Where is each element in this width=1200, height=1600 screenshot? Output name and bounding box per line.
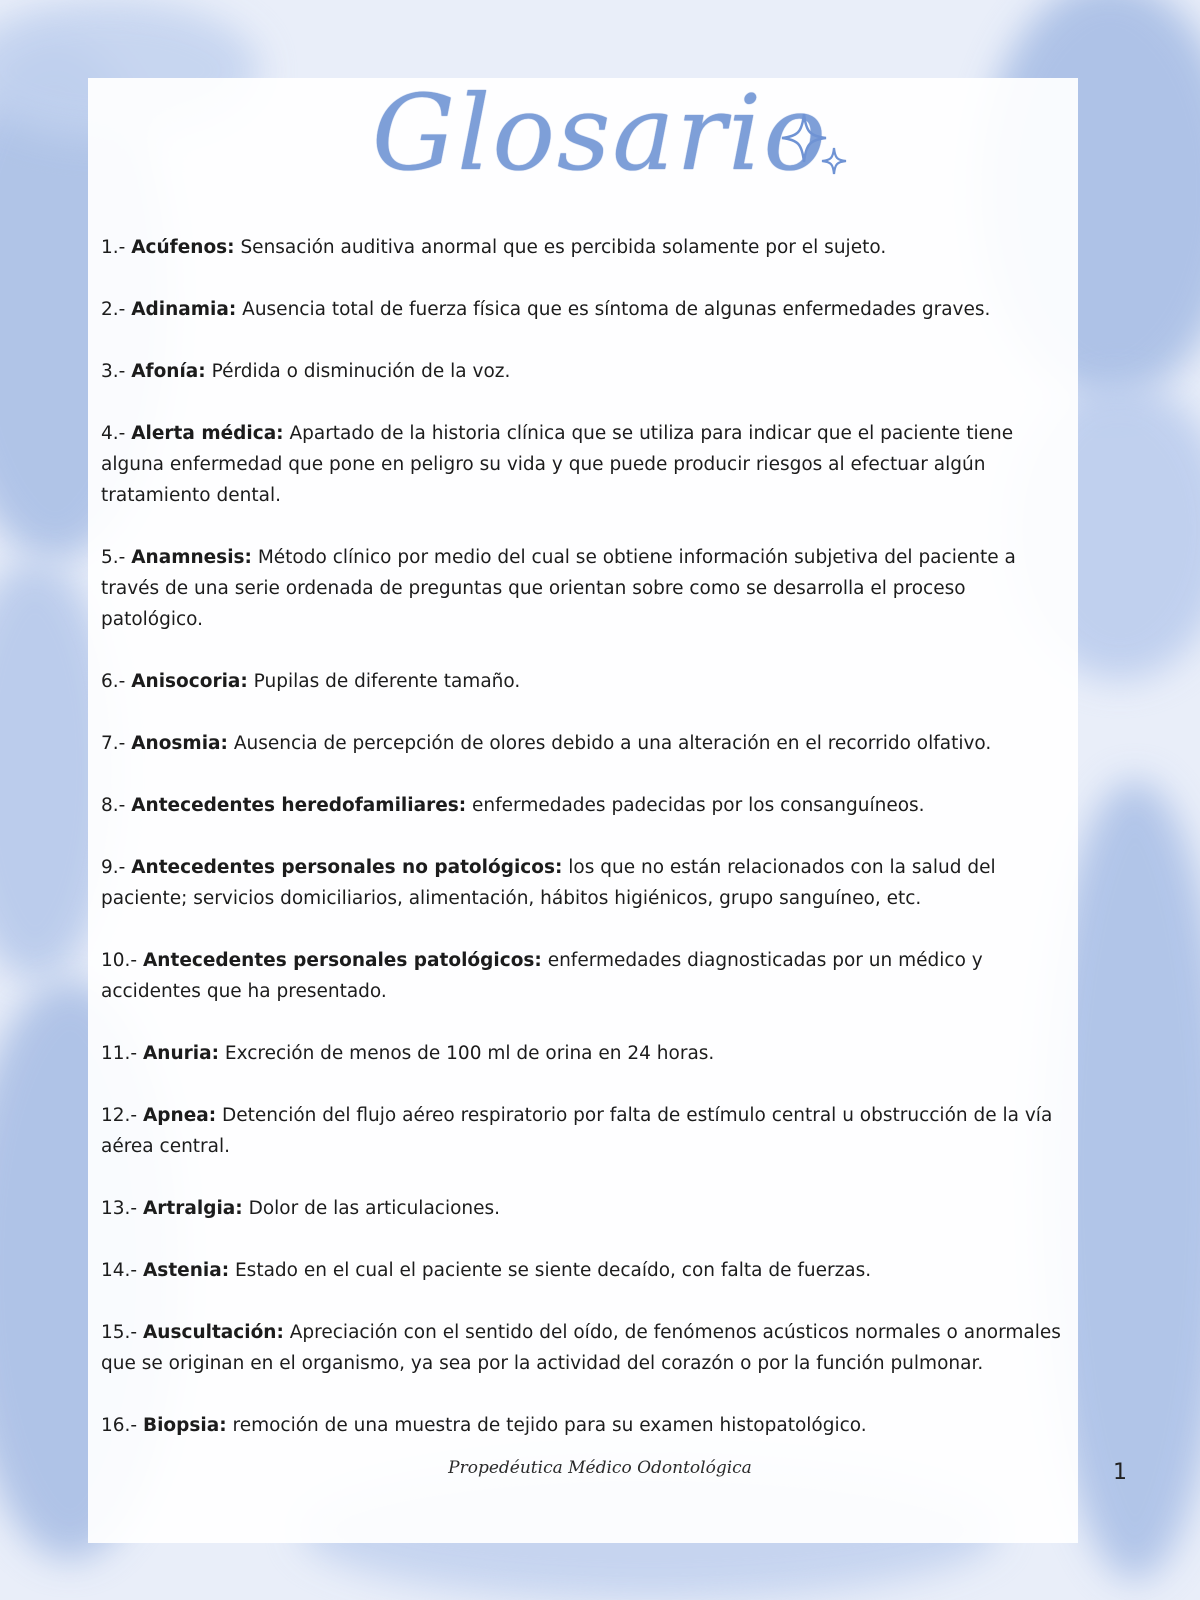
glossary-entry: 8.- Antecedentes heredofamiliares: enfermedades padecidas por los consanguíneos.	[101, 795, 925, 816]
glossary-entry: 15.- Auscultación: Apreciación con el sentido del oído, de fenómenos acústicos normales o anormales que se originan en el organismo, ya sea por la actividad del corazón o por la función pulmonar.	[101, 1322, 1061, 1374]
glossary-entry: 7.- Anosmia: Ausencia de percepción de olores debido a una alteración en el recorrido olfativo.	[101, 733, 992, 754]
glossary-entry: 16.- Biopsia: remoción de una muestra de tejido para su examen histopatológico.	[101, 1415, 867, 1436]
page-number: 1	[1113, 1460, 1127, 1485]
glossary-entry: 12.- Apnea: Detención del flujo aéreo respiratorio por falta de estímulo central u obstrucción de la vía aérea central.	[101, 1105, 1053, 1157]
footer-subject: Propedéutica Médico Odontológica	[448, 1458, 752, 1478]
glossary-entry: 4.- Alerta médica: Apartado de la historia clínica que se utiliza para indicar que el paciente tiene alguna enfermedad que pone en peligro su vida y que puede producir riesgos al efectuar algún tratamiento dental.	[101, 423, 1014, 506]
glossary-entry: 10.- Antecedentes personales patológicos: enfermedades diagnosticadas por un médico y accidentes que ha presentado.	[101, 950, 983, 1002]
glossary-entry: 5.- Anamnesis: Método clínico por medio del cual se obtiene información subjetiva del paciente a través de una serie ordenada de preguntas que orientan sobre como se desarrolla el proceso patológico.	[101, 547, 1016, 630]
sparkles-icon	[774, 106, 854, 186]
glossary-entry: 6.- Anisocoria: Pupilas de diferente tamaño.	[101, 671, 521, 692]
glossary-entry: 2.- Adinamia: Ausencia total de fuerza física que es síntoma de algunas enfermedades graves.	[101, 299, 991, 320]
page-title: Glosario	[372, 72, 828, 194]
glossary-entry: 11.- Anuria: Excreción de menos de 100 ml de orina en 24 horas.	[101, 1043, 715, 1064]
glossary-entry: 13.- Artralgia: Dolor de las articulaciones.	[101, 1198, 501, 1219]
glossary-entry: 3.- Afonía: Pérdida o disminución de la voz.	[101, 361, 511, 382]
glossary-entry: 9.- Antecedentes personales no patológicos: los que no están relacionados con la salud del paciente; servicios domiciliarios, alimentación, hábitos higiénicos, grupo sanguíneo, etc.	[101, 857, 996, 909]
glossary-entry: 1.- Acúfenos: Sensación auditiva anormal que es percibida solamente por el sujeto.	[101, 237, 887, 258]
glossary-entry: 14.- Astenia: Estado en el cual el paciente se siente decaído, con falta de fuerzas.	[101, 1260, 872, 1281]
glossary-list	[101, 232, 1073, 1472]
